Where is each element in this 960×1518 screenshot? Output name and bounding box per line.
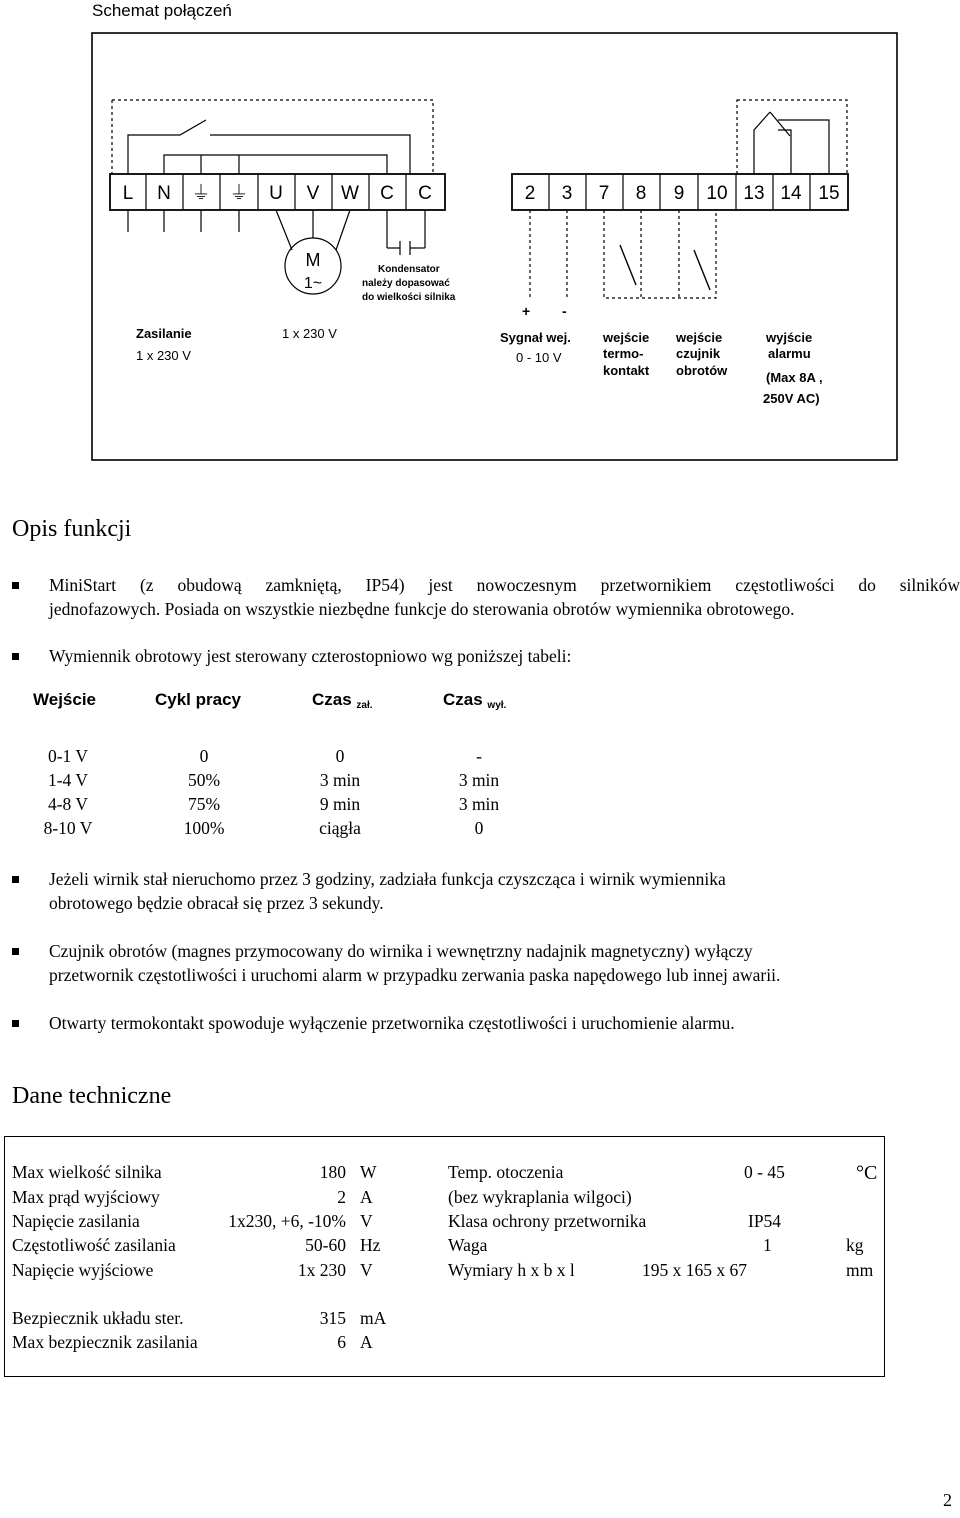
- alarm-label-4: 250V AC): [763, 391, 820, 406]
- tech-left-value-0: 180: [319, 1162, 346, 1182]
- thermo-label-1: wejście: [603, 330, 650, 345]
- bullet-square-icon: [12, 582, 19, 589]
- wiring-schematic: [0, 0, 960, 470]
- terminal-V: V: [306, 183, 320, 204]
- terminal-8: 8: [635, 183, 647, 204]
- header-cycle: Cykl pracy: [155, 690, 241, 709]
- row2-off: 3 min: [458, 770, 500, 790]
- tech-left-value-6: 6: [337, 1332, 346, 1352]
- tech-left-label-2: Napięcie zasilania: [12, 1211, 140, 1231]
- row4-on: ciągła: [319, 818, 361, 838]
- bullet-square-icon: [12, 948, 19, 955]
- bullet-sensor: Czujnik obrotów (magnes przymocowany do wirnika i wewnętrzny nadajnik magnetyczny) wyłączy przetwornik częstotliwości i uruchomi alarm w przypadku zerwania paska napędowego lub innej awarii.: [12, 940, 960, 987]
- tech-right-value-2: IP54: [748, 1211, 782, 1231]
- row1-input: 0-1 V: [47, 746, 89, 766]
- tech-left-value-4: 1x 230: [297, 1260, 346, 1280]
- row3-off: 3 min: [458, 794, 500, 814]
- tech-right-label-4: Wymiary h x b x l: [448, 1260, 575, 1280]
- tech-left-label-5: Bezpiecznik układu ster.: [12, 1308, 184, 1328]
- tech-right-unit-0: °C: [856, 1162, 878, 1184]
- terminal-3: 3: [561, 183, 573, 204]
- row1-cycle: 0: [199, 746, 209, 766]
- row4-off: 0: [474, 818, 484, 838]
- row4-input: 8-10 V: [43, 818, 93, 838]
- thermo-label-3: kontakt: [603, 363, 650, 378]
- signal-value: 0 - 10 V: [516, 350, 562, 365]
- motor-phase: 1~: [303, 275, 323, 292]
- tech-right-label-3: Waga: [448, 1235, 488, 1255]
- alarm-label-2: alarmu: [768, 346, 811, 361]
- header-input: Wejście: [33, 690, 97, 709]
- tech-right-label-2: Klasa ochrony przetwornika: [448, 1211, 647, 1231]
- signal-minus: -: [562, 303, 567, 319]
- tech-left-value-2: 1x230, +6, -10%: [228, 1211, 346, 1231]
- tech-left-unit-4: V: [360, 1260, 373, 1280]
- terminal-15: 15: [818, 183, 840, 204]
- tech-right-value-0: 0 - 45: [744, 1162, 785, 1182]
- tech-left-unit-0: W: [360, 1162, 377, 1182]
- supply-value: 1 x 230 V: [136, 348, 191, 363]
- bullet-cleaning: Jeżeli wirnik stał nieruchomo przez 3 godziny, zadziała funkcja czyszcząca i wirnik wymiennika obrotowego będzie obracał się przez 3 sekundy.: [12, 868, 960, 915]
- tech-left-label-6: Max bezpiecznik zasilania: [12, 1332, 198, 1352]
- terminal-C1: C: [380, 183, 394, 204]
- row4-cycle: 100%: [183, 818, 225, 838]
- bullet-thermo: Otwarty termokontakt spowoduje wyłączenie przetwornika częstotliwości i uruchomienie alarmu.: [12, 1012, 960, 1036]
- tech-left-label-4: Napięcie wyjściowe: [12, 1260, 154, 1280]
- tech-right-value-3: 1: [763, 1235, 772, 1255]
- header-off-time: Czas $_{wył.}$: [443, 690, 507, 711]
- tech-left-unit-5: mA: [360, 1308, 387, 1328]
- signal-plus: +: [522, 303, 531, 319]
- row2-cycle: 50%: [187, 770, 221, 790]
- tech-left-value-1: 2: [337, 1187, 346, 1207]
- terminal-10: 10: [706, 183, 728, 204]
- motor-label: M: [305, 250, 321, 270]
- bullet-square-icon: [12, 876, 19, 883]
- supply-label: Zasilanie: [136, 326, 192, 341]
- tech-left-label-1: Max prąd wyjściowy: [12, 1187, 160, 1207]
- row1-on: 0: [335, 746, 345, 766]
- tech-left-value-3: 50-60: [305, 1235, 346, 1255]
- schematic-title: Schemat połączeń: [92, 1, 232, 20]
- tech-right-value-4: 195 x 165 x 67: [642, 1260, 747, 1280]
- row2-input: 1-4 V: [47, 770, 89, 790]
- row1-off: -: [476, 746, 482, 766]
- tech-left-label-0: Max wielkość silnika: [12, 1162, 162, 1182]
- sensor-label-1: wejście: [676, 330, 723, 345]
- page-number: 2: [943, 1490, 952, 1510]
- tech-left-unit-6: A: [360, 1332, 373, 1352]
- terminal-9: 9: [673, 183, 685, 204]
- row3-cycle: 75%: [187, 794, 221, 814]
- header-on-time: Czas $_{zał.}$: [312, 690, 373, 711]
- terminal-U: U: [269, 183, 283, 204]
- sensor-label-3: obrotów: [676, 363, 728, 378]
- terminal-C2: C: [418, 183, 432, 204]
- terminal-W: W: [341, 183, 359, 204]
- tech-left-value-5: 315: [319, 1308, 346, 1328]
- terminal-13: 13: [743, 183, 765, 204]
- bullet-wymiennik: Wymiennik obrotowy jest sterowany czterostopniowo wg poniższej tabeli:: [12, 645, 960, 669]
- bullet-ministart: MiniStart (z obudową zamkniętą, IP54) jest nowoczesnym przetwornikiem częstotliwości do silników jednofazowych. Posiada on wszystkie niezbędne funkcje do sterowania obrotów wymiennika obrotowego.: [12, 574, 960, 621]
- motor-voltage: 1 x 230 V: [282, 326, 337, 341]
- terminal-14: 14: [780, 183, 802, 204]
- alarm-label-3: (Max 8A ,: [766, 370, 823, 385]
- tech-left-unit-3: Hz: [360, 1235, 381, 1255]
- tech-left-unit-2: V: [360, 1211, 373, 1231]
- opis-heading: Opis funkcji: [12, 516, 132, 542]
- row3-input: 4-8 V: [47, 794, 89, 814]
- thermo-label-2: termo-: [603, 346, 644, 361]
- sensor-label-2: czujnik: [676, 346, 721, 361]
- capacitor-note-3: do wielkości silnika: [362, 292, 456, 303]
- capacitor-note-1: Kondensator: [378, 264, 440, 275]
- tech-left-unit-1: A: [360, 1187, 373, 1207]
- terminal-N: N: [157, 183, 171, 204]
- terminal-earth-2: ⏚: [229, 183, 249, 204]
- row3-on: 9 min: [319, 794, 361, 814]
- tech-right-label-1: (bez wykraplania wilgoci): [448, 1187, 632, 1207]
- tech-right-unit-3: kg: [846, 1235, 864, 1255]
- bullet-square-icon: [12, 1020, 19, 1027]
- terminal-L: L: [122, 183, 134, 204]
- alarm-label-1: wyjście: [766, 330, 813, 345]
- terminal-earth-1: ⏚: [191, 183, 211, 204]
- bullet-square-icon: [12, 653, 19, 660]
- tech-right-unit-4: mm: [846, 1260, 874, 1280]
- terminal-7: 7: [598, 183, 610, 204]
- tech-right-label-0: Temp. otoczenia: [448, 1162, 564, 1182]
- signal-label: Sygnał wej.: [500, 330, 571, 345]
- capacitor-note-2: należy dopasować: [362, 278, 450, 289]
- terminal-2: 2: [524, 183, 536, 204]
- row2-on: 3 min: [319, 770, 361, 790]
- tech-heading: Dane techniczne: [12, 1083, 172, 1109]
- tech-left-label-3: Częstotliwość zasilania: [12, 1235, 176, 1255]
